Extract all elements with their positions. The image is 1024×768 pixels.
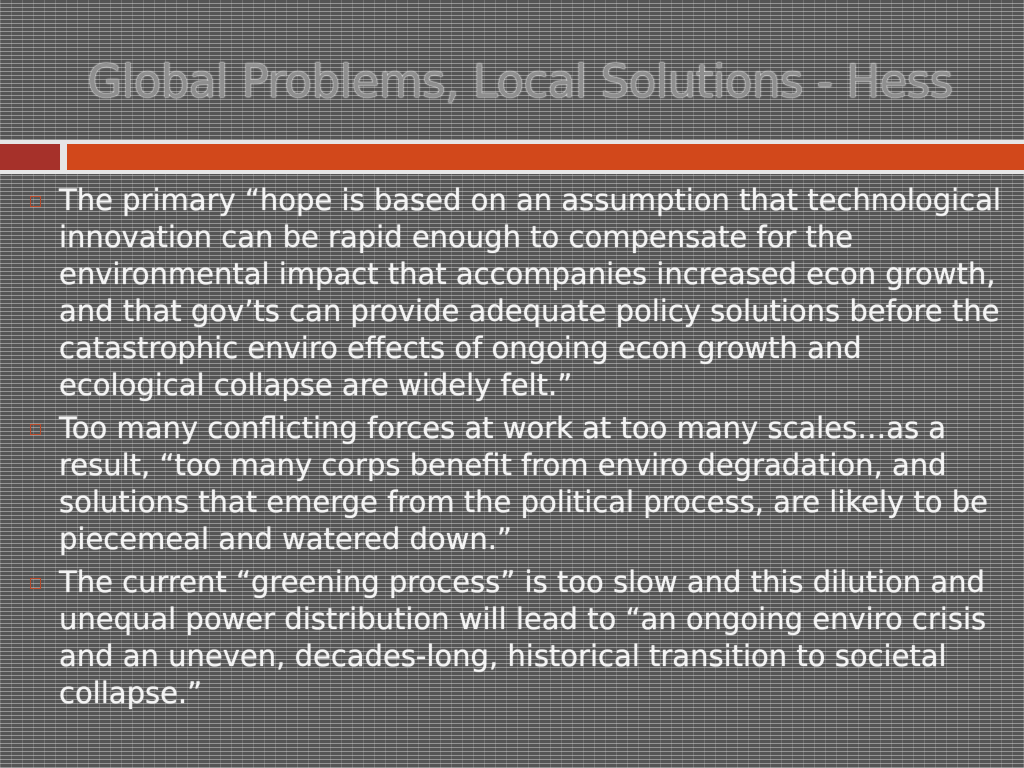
divider-accent-block — [0, 144, 60, 170]
bullet-text: The primary “hope is based on an assumption that technological innovation can be rapid enough to compensate for the environmental impact that accompanies increased econ growth, and that gov’ts can provide adequate policy solutions before the catastrophic enviro effects of ongoing econ growth and ecological collapse are widely felt.” — [59, 183, 1001, 402]
bullet-item — [30, 410, 1005, 558]
bullet-list — [30, 182, 1005, 718]
square-bullet-icon — [30, 578, 41, 589]
bullet-item — [30, 182, 1005, 404]
slide-title: Global Problems, Local Solutions - Hess — [87, 55, 953, 108]
bullet-item — [30, 564, 1005, 712]
divider-accent-bar — [67, 144, 1024, 170]
square-bullet-icon — [30, 196, 41, 207]
square-bullet-icon — [30, 424, 41, 435]
bullet-text: Too many conflicting forces at work at too many scales…as a result, “too many corps benefit from enviro degradation, and solutions that emerge from the political process, are likely to be piecemeal and watered down.” — [59, 411, 989, 556]
bullet-text: The current “greening process” is too slow and this dilution and unequal power distribution will lead to “an ongoing enviro crisis and an uneven, decades-long, historical transition to societal collapse.” — [59, 565, 987, 710]
